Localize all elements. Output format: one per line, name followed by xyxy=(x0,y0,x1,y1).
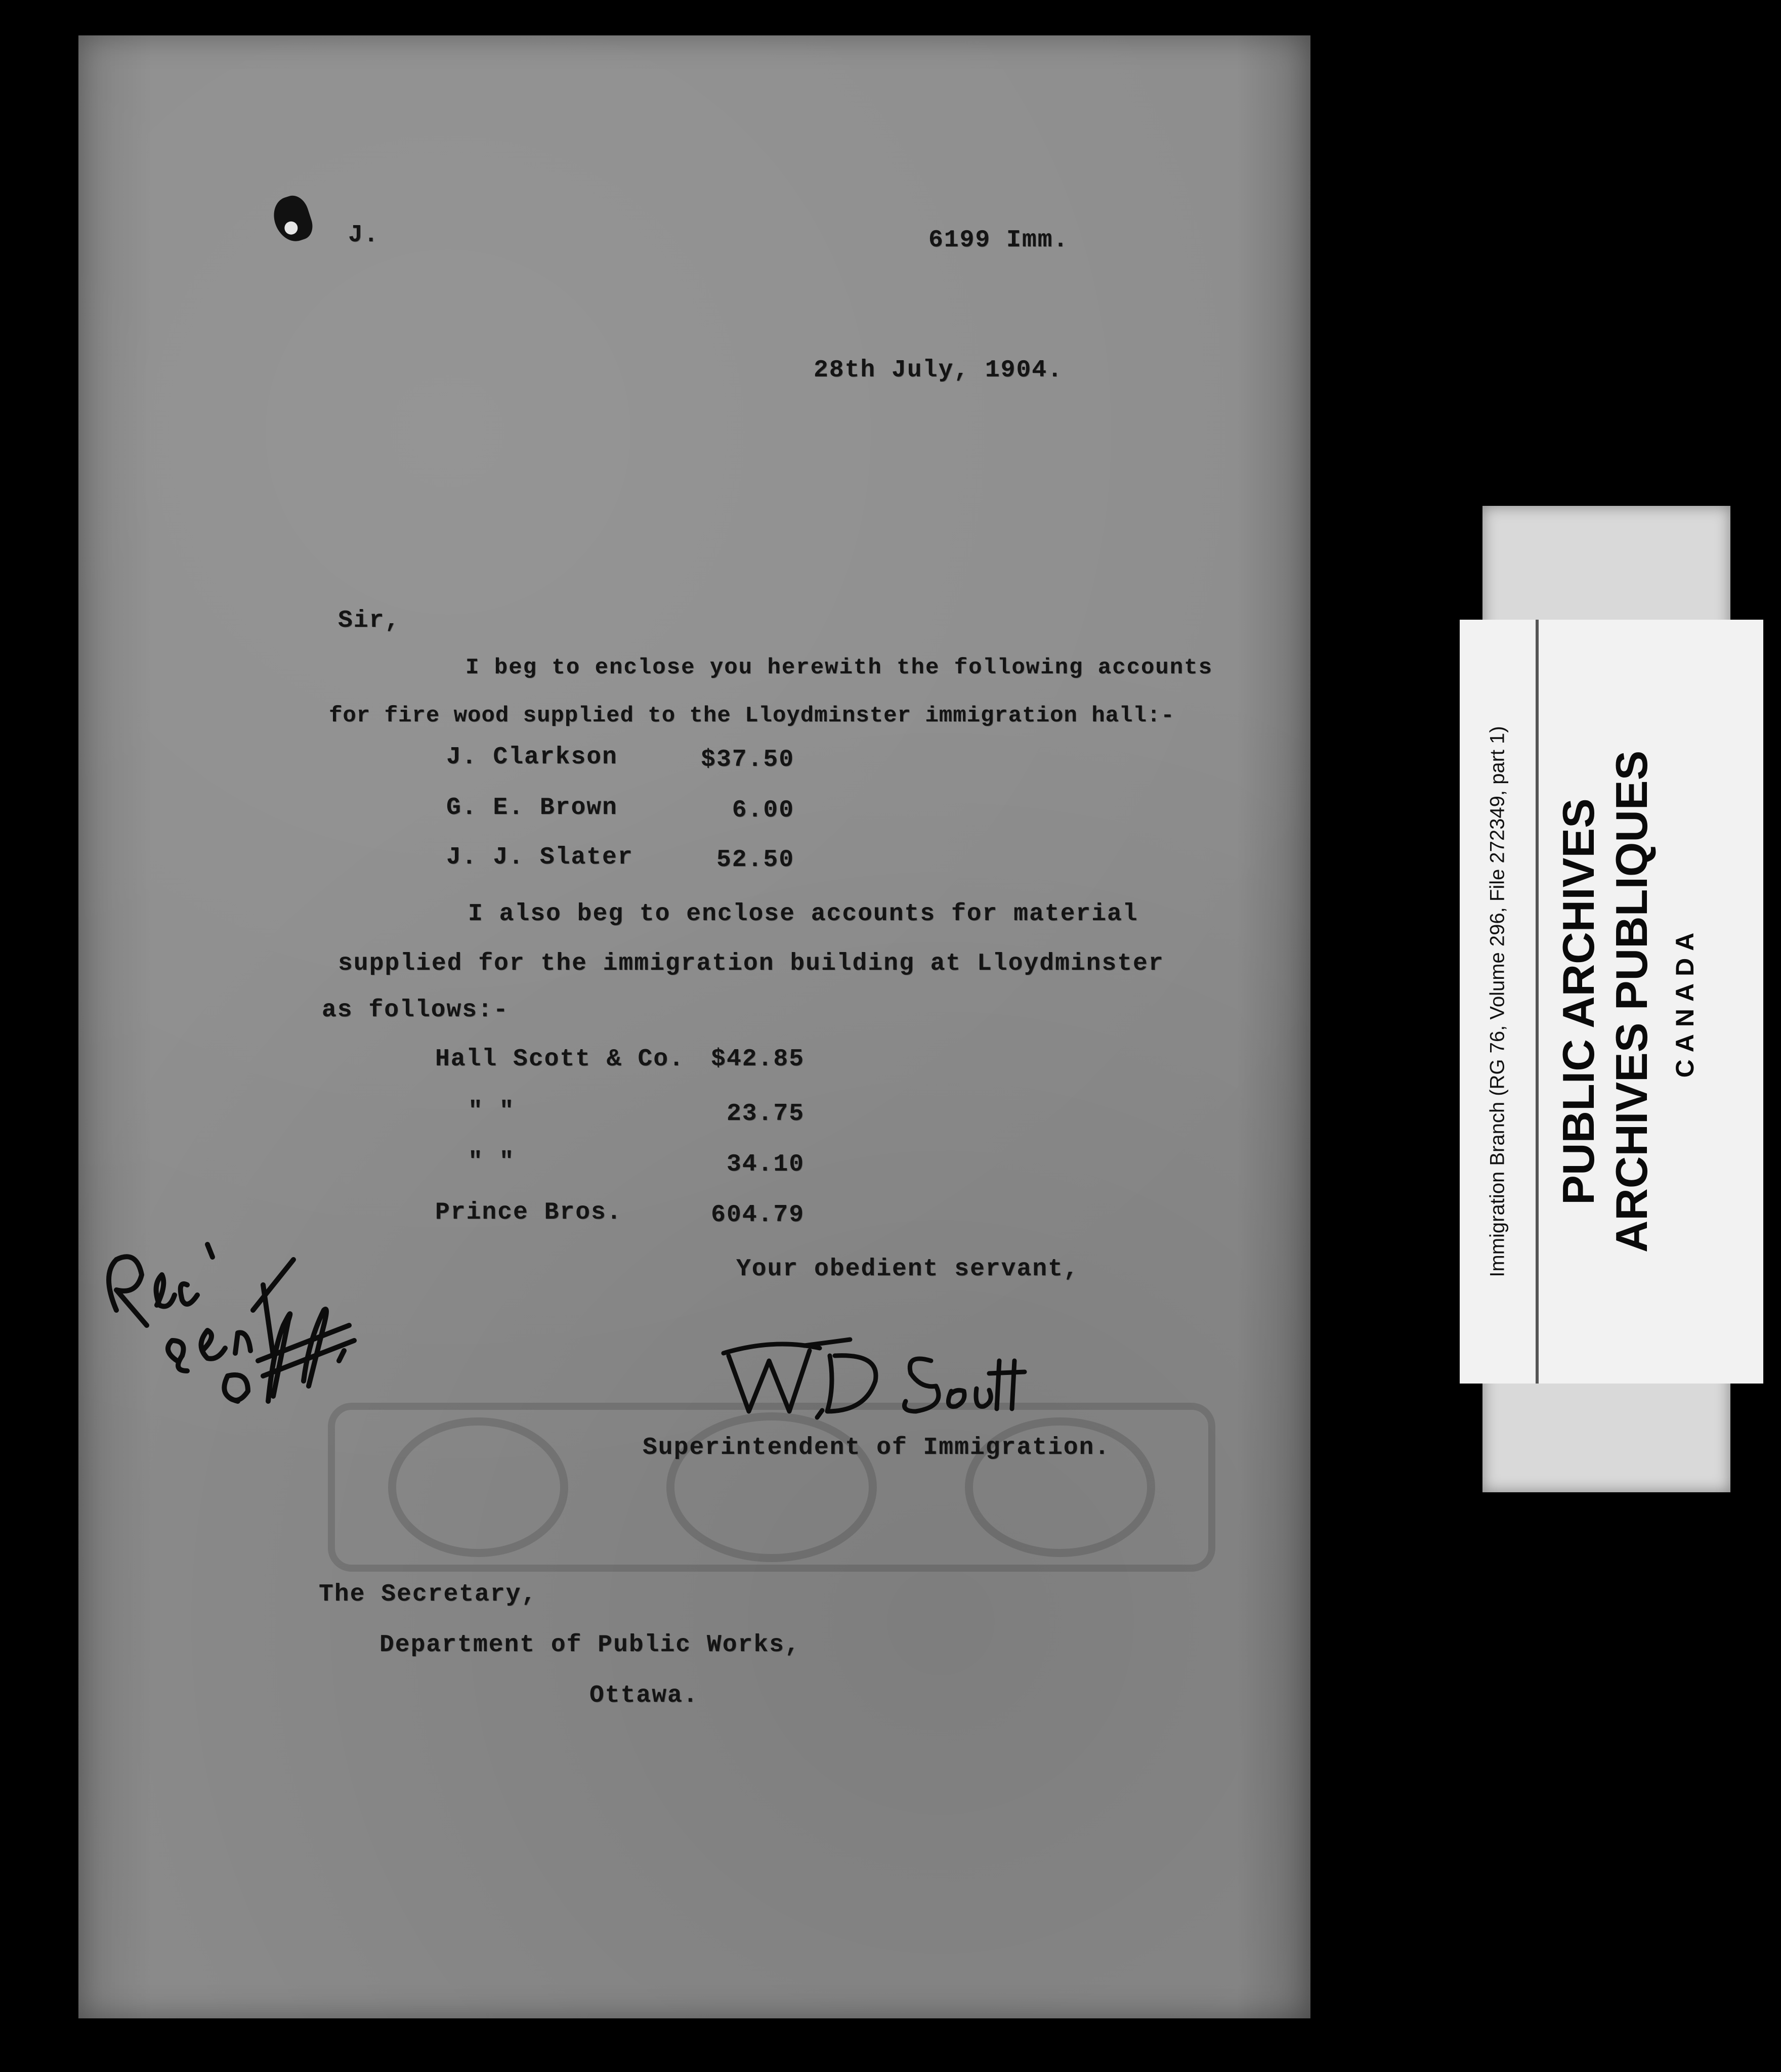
account-name: " " xyxy=(468,1148,515,1176)
account-name: " " xyxy=(468,1098,515,1125)
account-amount: 34.10 xyxy=(726,1151,804,1178)
punch-hole xyxy=(269,192,316,246)
salutation: Sir, xyxy=(338,607,401,634)
archive-name-french: ARCHIVES PUBLIQUES xyxy=(1606,750,1657,1253)
addressee-line-3: Ottawa. xyxy=(589,1682,699,1709)
account-amount: $37.50 xyxy=(701,746,794,773)
archive-country: CANADA xyxy=(1671,925,1699,1078)
account-amount: 52.50 xyxy=(716,846,794,874)
closing-line: Your obedient servant, xyxy=(736,1256,1079,1283)
account-name: J. Clarkson xyxy=(446,744,618,771)
handwritten-margin-note xyxy=(86,1158,369,1421)
label-divider xyxy=(1536,620,1539,1384)
archive-reference: Immigration Branch (RG 76, Volume 296, File 272349, part 1) xyxy=(1486,726,1509,1277)
addressee-line-1: The Secretary, xyxy=(319,1581,537,1608)
letter-page xyxy=(78,35,1310,2018)
account-name: J. J. Slater xyxy=(446,844,633,871)
archive-reference-strip xyxy=(1460,620,1536,1384)
account-name: Prince Bros. xyxy=(435,1199,622,1226)
addressee-line-2: Department of Public Works, xyxy=(379,1631,800,1659)
account-amount: 6.00 xyxy=(732,797,794,824)
paragraph-1-line-1: I beg to enclose you herewith the following accounts xyxy=(465,655,1213,680)
paragraph-2-line-3: as follows:- xyxy=(322,997,509,1024)
typist-initial: J. xyxy=(348,222,379,249)
file-reference: 6199 Imm. xyxy=(928,227,1069,254)
signer-title: Superintendent of Immigration. xyxy=(643,1434,1111,1461)
paragraph-2-line-1: I also beg to enclose accounts for material xyxy=(468,900,1138,928)
paragraph-1-line-2: for fire wood supplied to the Lloydminster immigration hall:- xyxy=(329,703,1175,728)
paragraph-2-line-2: supplied for the immigration building at Lloydminster xyxy=(338,950,1164,977)
handwritten-signature xyxy=(713,1325,1027,1427)
account-amount: 604.79 xyxy=(711,1201,804,1229)
letter-date: 28th July, 1904. xyxy=(814,357,1063,384)
archive-name-english: PUBLIC ARCHIVES xyxy=(1553,798,1603,1205)
account-name: Hall Scott & Co. xyxy=(435,1046,685,1073)
account-amount: $42.85 xyxy=(711,1046,804,1073)
account-amount: 23.75 xyxy=(726,1100,804,1128)
account-name: G. E. Brown xyxy=(446,794,618,822)
archive-name-block xyxy=(1541,620,1733,1384)
